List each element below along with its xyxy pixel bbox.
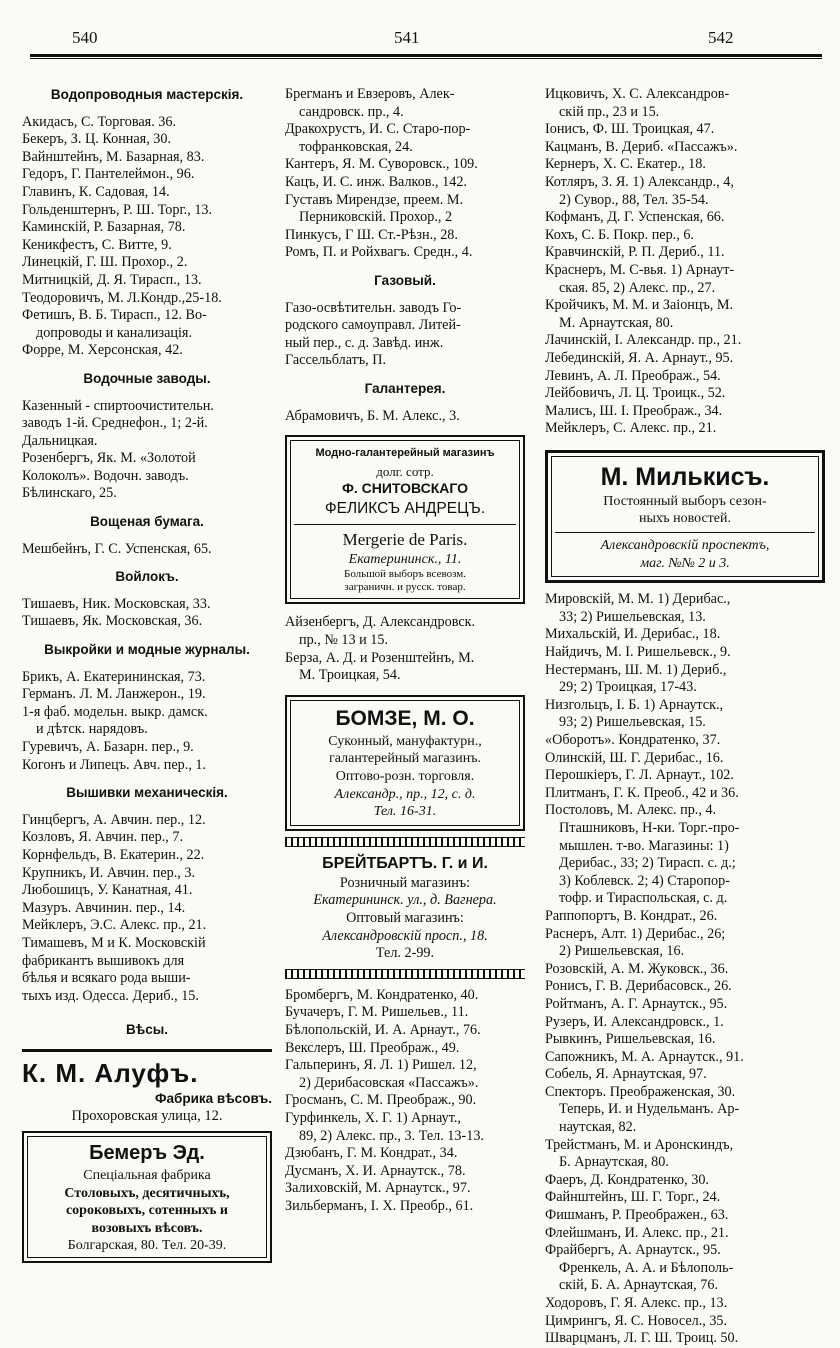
entry-line: Форре, М. Херсонская, 42.: [22, 342, 183, 359]
entry-line: Мешбейнъ, Г. С. Успенская, 65.: [22, 540, 212, 557]
entry-line: Кравчинскій, Р. П. Дериб., 11.: [545, 244, 725, 261]
entry-line: Бѣлопольскій, И. А. Арнаут., 76.: [285, 1021, 481, 1038]
entry-line: Пинкусъ, Г Ш. Ст.-Рѣзн., 28.: [285, 226, 458, 243]
ad-line: Суконный, мануфактурн.,: [328, 733, 482, 749]
entry-list: [285, 987, 525, 1216]
milkis-advertisement: [545, 450, 825, 583]
entry-line: скій пр., 23 и 15.: [559, 103, 660, 120]
entry-line: Гальперинъ, Я. Л. 1) Ришел. 12,: [285, 1057, 477, 1074]
entry-line: Флейшманъ, И. Алекс. пр., 21.: [545, 1224, 729, 1241]
entry-line: Густавъ Мирендзе, преем. М.: [285, 191, 464, 208]
entry-line: Фаеръ, Д. Кондратенко, 30.: [545, 1171, 709, 1188]
entry-line: Фрайбергъ, А. Арнаутск., 95.: [545, 1242, 721, 1259]
entry-line: Любошицъ, У. Канатная, 41.: [22, 882, 193, 899]
entry-line: Кохъ, С. Б. Покр. пер., 6.: [545, 226, 694, 243]
page-number-center: 541: [394, 28, 420, 47]
entry-line: Акидасъ, С. Торговая. 36.: [22, 113, 177, 130]
entry-line: Низгольцъ, І. Б. 1) Арнаутск.,: [545, 696, 724, 713]
entry-line: Плитманъ, Г. К. Преоб., 42 и 36.: [545, 784, 739, 801]
entry-line: Кацманъ, В. Дериб. «Пассажъ».: [545, 138, 738, 155]
ad-line: Постоянный выборъ сезон-: [603, 493, 767, 509]
entry-line: Михальскій, И. Дерибас., 18.: [545, 626, 721, 643]
entry-line: Лейбовичъ, Л. Ц. Троицк., 52.: [545, 385, 726, 402]
entry-line: Гуревичъ, А. Базарн. пер., 9.: [22, 739, 194, 755]
entry-line: Мейклеръ, С. Алекс. пр., 21.: [545, 420, 717, 437]
entry-line: 89, 2) Алекс. пр., 3. Тел. 13-13.: [299, 1127, 484, 1144]
entry-line: «Оборотъ». Кондратенко, 37.: [545, 732, 721, 748]
entry-line: Вайнштейнъ, М. Базарная, 83.: [22, 148, 205, 165]
ad-line: галантерейный магазинъ.: [329, 751, 481, 767]
entry-line: Фетишъ, В. Б. Тирасп., 12. Во-: [22, 307, 207, 324]
entry-line: М. Арнаутская, 80.: [559, 314, 674, 331]
entry-line: Гурфинкель, Х. Г. 1) Арнаут.,: [285, 1109, 461, 1126]
section-heading: Газовый.: [374, 272, 436, 288]
entry-line: Германъ. Л. М. Ланжерон., 19.: [22, 686, 206, 703]
entry-line: Олинскій, Ш. Г. Дерибас., 16.: [545, 749, 724, 766]
entry-line: пр., № 13 и 15.: [299, 632, 389, 649]
ad-line: Екатерининск., 11.: [348, 551, 462, 567]
bemer-advertisement: [22, 1131, 272, 1263]
bemer-line: Столовыхъ, десятичныхъ,: [64, 1185, 230, 1201]
bomze-advertisement: [285, 695, 525, 831]
entry-line: Линецкій, Г. Ш. Прохор., 2.: [22, 254, 188, 271]
ad-line: М. Милькисъ.: [600, 462, 770, 491]
entry-line: Котляръ, З. Я. 1) Александр., 4,: [545, 173, 734, 190]
entry-line: Ромъ, П. и Ройхвагъ. Средн., 4.: [285, 244, 473, 261]
entry-list: [285, 614, 525, 684]
aluf-subtitle: Фабрика вѣсовъ.: [154, 1090, 272, 1106]
entry-line: Колоколъ». Водочн. заводъ.: [22, 467, 189, 484]
ad-line: заграничн. и русск. товар.: [344, 581, 466, 594]
entry-line: Корнфельдъ, В. Екатерин., 22.: [22, 846, 205, 863]
entry-line: Кеникфестъ, С. Витте, 9.: [22, 236, 172, 253]
entry-line: Гинцбергъ, А. Авчин. пер., 12.: [22, 811, 206, 828]
ad-line: Александровскій проспектъ,: [600, 538, 770, 554]
entry-line: Теодоровичъ, М. Л.Кондр.,25-18.: [22, 289, 222, 306]
column-3: [545, 86, 825, 1348]
entry-line: Гассельблатъ, П.: [285, 352, 387, 369]
entry-line: Шварцманъ, Л. Г. Ш. Троиц. 50.: [545, 1330, 739, 1347]
entry-line: Рузеръ, И. Александровск., 1.: [545, 1013, 724, 1030]
entry-line: бѣлья и всякаго рода выши-: [22, 970, 191, 987]
entry-list: [285, 408, 525, 426]
entry-line: Нестерманъ, Ш. М. 1) Дериб.,: [545, 661, 727, 678]
entry-line: Мейклеръ, Э.С. Алекс. пр., 21.: [22, 917, 207, 934]
entry-line: Перошкіеръ, Г. Л. Арнаут., 102.: [545, 767, 734, 784]
page-number-right: 542: [708, 28, 734, 47]
entry-line: фабрикантъ вышивокъ для: [22, 952, 185, 969]
entry-line: Сапожникъ, М. А. Арнаутск., 91.: [545, 1048, 744, 1065]
entry-line: Цимрингъ, Я. С. Новосел., 35.: [545, 1312, 728, 1329]
entry-line: Спекторъ. Преображенская, 30.: [545, 1083, 736, 1100]
bemer-line: Спеціальная фабрика: [83, 1168, 211, 1184]
entry-line: Лачинскій, І. Александр. пр., 21.: [545, 332, 742, 349]
entry-line: Каминскій, Р. Базарная, 78.: [22, 219, 186, 236]
entry-line: Дальницкая.: [22, 432, 98, 449]
ad-line: маг. №№ 2 и 3.: [640, 555, 730, 571]
ad-line: Оптово-розн. торговля.: [335, 769, 475, 785]
header-rule-thin: [30, 58, 822, 59]
ad-line: Оптовый магазинъ:: [346, 910, 464, 926]
entry-line: Лебединскій, Я. А. Арнаут., 95.: [545, 349, 734, 366]
entry-line: Кофманъ, Д. Г. Успенская, 66.: [545, 209, 725, 226]
entry-line: Бекеръ, З. Ц. Конная, 30.: [22, 131, 172, 148]
entry-line: 93; 2) Ришельевская, 15.: [559, 714, 706, 731]
entry-line: наутская, 82.: [559, 1119, 637, 1136]
entry-line: мышлен. т-во. Магазины: 1): [559, 837, 729, 854]
entry-line: Раппопортъ, В. Кондрат., 26.: [545, 907, 718, 924]
entry-line: Абрамовичъ, Б. М. Алекс., 3.: [285, 407, 460, 424]
ad-line: Тел. 2-99.: [375, 945, 435, 962]
section-heading: Водочные заводы.: [83, 370, 211, 386]
entry-line: Ходоровъ, Г. Я. Алекс. пр., 13.: [545, 1295, 728, 1311]
entry-line: Рывкинъ, Ришельевская, 16.: [545, 1031, 716, 1048]
ad-line: БОМЗЕ, М. О.: [335, 706, 475, 730]
entry-line: Тимашевъ, М и К. Московскій: [22, 934, 206, 951]
section-heading: Водопроводныя мастерскія.: [50, 87, 244, 102]
entry-line: М. Троицкая, 54.: [299, 667, 401, 684]
entry-line: Дерибас., 33; 2) Тирасп. с. д.;: [559, 855, 736, 872]
entry-list: [22, 114, 272, 360]
entry-line: Бучачеръ, Г. М. Ришельев., 11.: [285, 1004, 469, 1021]
entry-line: Ицковичъ, Х. С. Александров-: [545, 86, 730, 102]
aluf-address: Прохоровская улица, 12.: [71, 1107, 223, 1124]
entry-line: заводъ 1-й. Среднефон., 1; 2-й.: [22, 415, 208, 432]
ad-line: Mergerie de Paris.: [342, 529, 468, 549]
ad-line: долг. сотр.: [376, 463, 434, 479]
entry-line: тыхъ изд. Одесса. Дериб., 15.: [22, 987, 199, 1004]
entry-line: Крупникъ, И. Авчин. пер., 3.: [22, 864, 195, 881]
entry-line: Краснеръ, М. С-вья. 1) Арнаут-: [545, 261, 735, 278]
entry-line: Розенбергъ, Як. М. «Золотой: [22, 450, 196, 467]
page-number-left: 540: [72, 28, 98, 47]
entry-line: Брегманъ и Евзеровъ, Алек-: [285, 86, 455, 102]
entry-line: сандровск. пр., 4.: [299, 103, 404, 120]
ad-line: Модно-галантерейный магазинъ: [315, 447, 495, 460]
entry-line: 1-я фаб. модельн. выкр. дамск.: [22, 703, 208, 720]
entry-line: Мазуръ. Авчинин. пер., 14.: [22, 899, 186, 916]
breitbart-advertisement: [285, 837, 525, 979]
entry-line: 2) Ришельевская, 16.: [559, 943, 685, 960]
entry-line: Митницкій, Д. Я. Тирасп., 13.: [22, 271, 202, 288]
entry-line: Фишманъ, Р. Преображен., 63.: [545, 1207, 729, 1224]
entry-line: Айзенбергъ, Д. Александровск.: [285, 614, 476, 631]
ad-line: Большой выборъ всевозм.: [344, 568, 466, 581]
section-heading: Вѣсы.: [125, 1022, 169, 1038]
entry-line: Брикъ, А. Екатерининская, 73.: [22, 668, 206, 685]
entry-line: Постоловъ, М. Алекс. пр., 4.: [545, 802, 717, 819]
entry-line: Собель, Я. Арнаутская, 97.: [545, 1066, 707, 1083]
entry-line: тофранковская, 24.: [299, 138, 413, 155]
entry-line: 29; 2) Троицкая, 17-43.: [559, 679, 697, 696]
entry-line: Газо-освѣтительн. заводъ Го-: [285, 299, 462, 316]
entry-line: 2) Дерибасовская «Пассажъ».: [299, 1074, 479, 1091]
entry-list: [22, 596, 272, 631]
entry-line: ный пер., с. д. Завѣд. инж.: [285, 334, 444, 351]
ad-line: Екатерининск. ул., д. Вагнера.: [313, 892, 497, 909]
column-1: [22, 86, 272, 1263]
ad-line: БРЕЙТБАРТЪ. Г. и И.: [322, 854, 488, 872]
entry-line: Малисъ, Ш. І. Преображ., 34.: [545, 402, 723, 419]
entry-list: [545, 86, 825, 438]
entry-line: допроводы и канализація.: [36, 324, 192, 341]
entry-line: Теперь, И. и Нудельманъ. Ар-: [559, 1101, 740, 1118]
section-heading: Галантерея.: [364, 380, 446, 396]
bemer-line: возовыхъ вѣсовъ.: [91, 1220, 203, 1236]
entry-list: [22, 669, 272, 775]
ad-line: Александровскій просп., 18.: [322, 927, 488, 944]
header-rule: [30, 54, 822, 57]
entry-line: Ройтманъ, А. Г. Арнаутск., 95.: [545, 995, 728, 1012]
entry-line: и дѣтск. нарядовъ.: [36, 721, 148, 738]
entry-line: Френкель, А. А. и Бѣлополь-: [559, 1259, 734, 1276]
entry-line: Б. Арнаутская, 80.: [559, 1154, 669, 1171]
entry-list: [545, 591, 825, 1348]
entry-line: Казенный - спиртоочистительн.: [22, 397, 214, 414]
entry-line: Перниковскій. Прохор., 2: [299, 209, 453, 226]
entry-line: Кройчикъ, М. М. и Заіонцъ, М.: [545, 297, 734, 314]
entry-line: Бромбергъ, М. Кондратенко, 40.: [285, 986, 479, 1003]
bemer-name: Бемеръ Эд.: [89, 1142, 205, 1165]
entry-line: Дусманъ, Х. И. Арнаутск., 78.: [285, 1162, 466, 1179]
entry-line: скій, Б. А. Арнаутская, 76.: [559, 1277, 718, 1294]
entry-line: Раснеръ, Алт. 1) Дерибас., 26;: [545, 925, 726, 942]
entry-line: Залиховскій, М. Арнаутск., 97.: [285, 1180, 471, 1197]
section-heading: Выкройки и модные журналы.: [44, 642, 250, 658]
entry-line: Кантеръ, Я. М. Суворовск., 109.: [285, 156, 478, 173]
entry-line: Пташниковъ, Н-ки. Торг.-про-: [559, 819, 740, 836]
entry-line: Бѣлинскаго, 25.: [22, 485, 117, 502]
entry-line: 2) Сувор., 88, Тел. 35-54.: [559, 191, 709, 208]
entry-line: Дракохрустъ, И. С. Старо-пор-: [285, 121, 471, 138]
snitovsky-advertisement: [285, 435, 525, 604]
entry-line: Кернеръ, Х. С. Екатер., 18.: [545, 156, 706, 173]
entry-line: Левинъ, А. Л. Преображ., 54.: [545, 367, 721, 384]
ad-line: ныхъ новостей.: [639, 511, 731, 527]
entry-list: [285, 86, 525, 262]
ad-line: Ф. СНИТОВСКАГО: [341, 480, 469, 497]
entry-line: Мировскій, М. М. 1) Дерибас.,: [545, 591, 731, 608]
ad-line: Розничный магазинъ:: [339, 874, 471, 891]
entry-line: Гросманъ, С. М. Преображ., 90.: [285, 1092, 477, 1109]
entry-line: Розовскій, А. М. Жуковск., 36.: [545, 960, 729, 977]
entry-line: родского самоуправл. Литей-: [285, 317, 461, 334]
aluf-advertisement: [22, 1049, 272, 1125]
entry-line: Векслеръ, Ш. Преображ., 49.: [285, 1039, 460, 1056]
entry-line: Ронисъ, Г. В. Дерибасовск., 26.: [545, 978, 732, 995]
entry-line: Файнштейнъ, Ш. Г. Торг., 24.: [545, 1189, 721, 1206]
entry-line: 33; 2) Ришельевская, 13.: [559, 608, 706, 625]
entry-line: ская. 85, 2) Алекс. пр., 27.: [559, 279, 716, 296]
section-heading: Вышивки механическія.: [66, 785, 228, 801]
bemer-address: Болгарская, 80. Тел. 20-39.: [67, 1238, 227, 1254]
entry-line: Іонисъ, Ф. Ш. Троицкая, 47.: [545, 121, 715, 138]
entry-line: тофр. и Тираспольская, с. д.: [559, 890, 728, 907]
entry-line: Зильберманъ, І. Х. Преобр., 61.: [285, 1197, 474, 1214]
entry-line: Гольденштернъ, Р. Ш. Торг., 13.: [22, 201, 213, 218]
entry-list: [22, 812, 272, 1006]
entry-line: Найдичъ, М. І. Ришельевск., 9.: [545, 644, 731, 661]
entry-line: Козловъ, Я. Авчин. пер., 7.: [22, 829, 184, 846]
entry-line: Тишаевъ, Як. Московская, 36.: [22, 613, 203, 630]
section-heading: Войлокъ.: [115, 569, 179, 585]
entry-list: [285, 300, 525, 370]
entry-line: Кацъ, И. С. инж. Валков., 142.: [285, 173, 467, 190]
entry-line: Берза, А. Д. и Розенштейнъ, М.: [285, 649, 475, 666]
entry-line: Трейстманъ, М. и Аронскиндъ,: [545, 1136, 734, 1153]
entry-line: Когонъ и Липецъ. Авч. пер., 1.: [22, 756, 207, 773]
entry-line: Тишаевъ, Ник. Московская, 33.: [22, 595, 211, 612]
entry-line: Гедоръ, Г. Пантелеймон., 96.: [22, 166, 195, 183]
entry-list: [22, 541, 272, 559]
column-2: [285, 86, 525, 1216]
entry-list: [22, 398, 272, 504]
ad-line: Тел. 16-31.: [373, 804, 437, 820]
entry-line: Главинъ, К. Садовая, 14.: [22, 183, 170, 200]
aluf-name: К. М. Алуфъ.: [22, 1057, 199, 1088]
ad-line: Александр., пр., 12, с. д.: [334, 786, 476, 802]
bemer-line: сороковыхъ, сотенныхъ и: [65, 1203, 229, 1219]
entry-line: 3) Коблевск. 2; 4) Старопор-: [559, 872, 730, 889]
ad-line: ФЕЛИКСЪ АНДРЕЦЪ.: [324, 499, 486, 517]
entry-line: Дзюбанъ, Г. М. Кондрат., 34.: [285, 1145, 458, 1162]
section-heading: Вощеная бумага.: [90, 514, 204, 530]
